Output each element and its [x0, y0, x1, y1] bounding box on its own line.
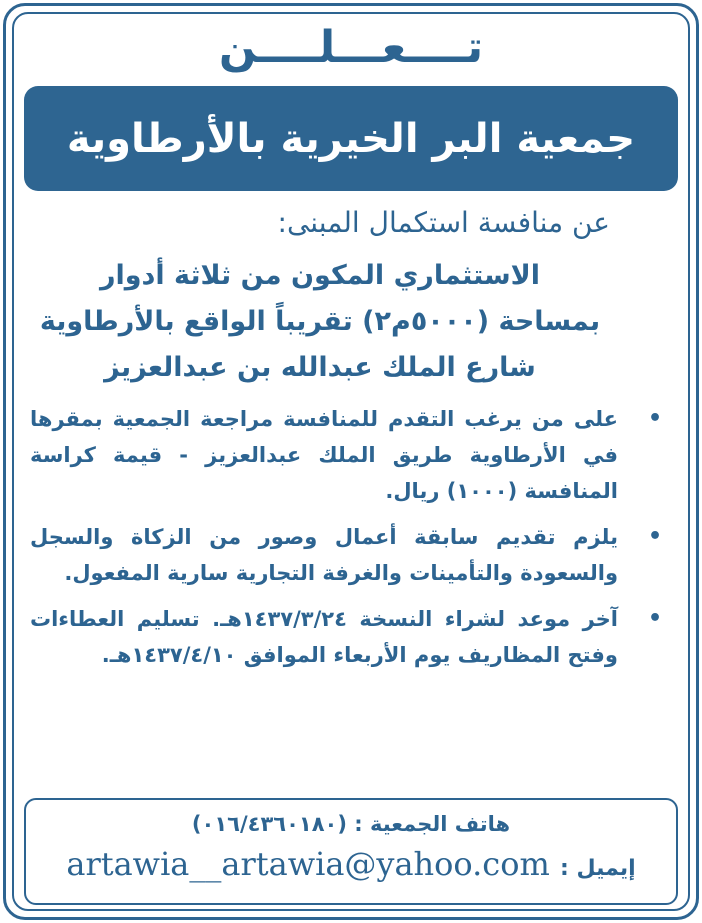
project-line: الاستثماري المكون من ثلاثة أدوار	[99, 260, 541, 291]
list-item-text: يلزم تقديم سابقة أعمال وصور من الزكاة والسجل والسعودة والتأمينات والغرفة التجارية سارية المفعول.	[30, 525, 618, 585]
conditions-list	[30, 401, 674, 683]
list-item-text: على من يرغب التقدم للمنافسة مراجعة الجمعية بمقرها في الأرطاوية طريق الملك عبدالعزيز - قيمة كراسة المنافسة (١٠٠٠) ريال.	[30, 407, 618, 503]
list-item	[30, 519, 674, 591]
email-line	[36, 840, 666, 893]
bullet-icon: •	[647, 606, 662, 631]
list-item	[30, 601, 674, 673]
organization-name: جمعية البر الخيرية بالأرطاوية	[66, 115, 636, 162]
ad-title: تــــعـــلــــن	[218, 22, 484, 73]
project-line: شارع الملك عبدالله بن عبدالعزيز	[104, 352, 536, 383]
phone-number: (٠١٦/٤٣٦٠١٨٠)	[191, 812, 347, 836]
phone-label: هاتف الجمعية :	[354, 812, 511, 836]
email-label: إيميل :	[560, 856, 636, 881]
email-address[interactable]: artawia__artawia@yahoo.com	[66, 845, 550, 883]
organization-banner	[24, 86, 678, 191]
bullet-icon: •	[647, 406, 662, 431]
bullet-icon: •	[647, 524, 662, 549]
list-item	[30, 401, 674, 509]
project-line: بمساحة (٥٠٠٠م٢) تقريباً الواقع بالأرطاوية	[39, 306, 601, 337]
project-description	[30, 253, 610, 391]
contact-box	[24, 798, 678, 905]
list-item-text: آخر موعد لشراء النسخة ١٤٣٧/٣/٢٤هـ. تسليم العطاءات وفتح المظاريف يوم الأربعاء الموافق ١٤٣٧/٤/١٠هـ.	[30, 607, 618, 667]
phone-line	[36, 808, 666, 840]
subtitle: عن منافسة استكمال المبنى:	[277, 206, 610, 239]
